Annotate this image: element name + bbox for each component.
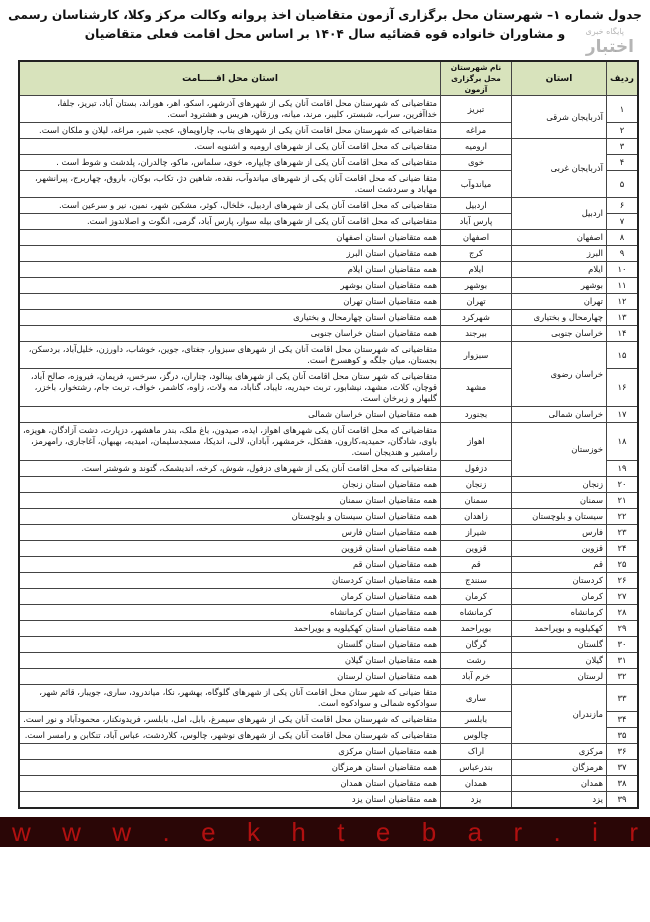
banner-char: . [553, 817, 561, 847]
residence-cell: متقاضیانی که شهر ستان محل اقامت آنان یکی از شهرهای بینالود، چناران، درگز، سرخس، فریمان، فیروزه، صالح آباد، قوچان، کلات، مشهد، نیشابور، تربت حیدریه، تایباد، گناباد، مه ولات، زاوه، کاشمر، خواف، تربت جام، رشتخوار، باخزر، گلبهار و زبرخان است. [19, 369, 441, 407]
province-cell: کردستان [512, 573, 607, 589]
table-row [19, 776, 638, 792]
row-number: ۱۵ [607, 342, 639, 369]
row-number: ۱۴ [607, 326, 639, 342]
row-number: ۱۹ [607, 461, 639, 477]
logo-subtitle: پایگاه خبری [585, 27, 624, 36]
exam-city-cell: بیرجند [441, 326, 512, 342]
province-cell: خوزستان [512, 423, 607, 477]
row-number: ۱۷ [607, 407, 639, 423]
row-number: ۳۳ [607, 685, 639, 712]
table-row [19, 493, 638, 509]
banner-char: w [112, 817, 132, 847]
banner-char: a [467, 817, 483, 847]
row-number: ۱۸ [607, 423, 639, 461]
residence-cell: متقاضیانی که شهرستان محل اقامت آنان یکی از شهرهای آذرشهر، اسکو، اهر، هوراند، بستان آباد، تبریز، جلفا، خداآفرین، سراب، شبستر، کلیبر، مرند، میانه، ورزقان، هریس و هشترود است. [19, 96, 441, 123]
row-number: ۱ [607, 96, 639, 123]
table-row [19, 477, 638, 493]
residence-cell: همه متقاضیان استان قم [19, 557, 441, 573]
table-row [19, 423, 638, 461]
residence-cell: همه متقاضیان استان یزد [19, 792, 441, 809]
province-cell: آذربایجان شرقی [512, 96, 607, 139]
residence-cell: متقاضیانی که محل اقامت آنان یکی از شهرهای چایپاره، خوی، سلماس، ماکو، چالدران، پلدشت و شوط است . [19, 155, 441, 171]
exam-city-cell: اصفهان [441, 230, 512, 246]
table-container [18, 60, 639, 809]
province-cell: بوشهر [512, 278, 607, 294]
residence-cell: همه متقاضیان استان کردستان [19, 573, 441, 589]
exam-city-cell: زنجان [441, 477, 512, 493]
residence-cell: همه متقاضیان استان بوشهر [19, 278, 441, 294]
exam-city-cell: ارومیه [441, 139, 512, 155]
table-row [19, 278, 638, 294]
residence-cell: متقا ضیانی که شهر ستان محل اقامت آنان یکی از شهرهای گلوگاه، بهشهر، نکا، میاندرود، ساری، جویبار، قائم شهر، سوادکوه شمالی و سوادکوه است. [19, 685, 441, 712]
exam-city-cell: اهواز [441, 423, 512, 461]
residence-cell: همه متقاضیان استان اصفهان [19, 230, 441, 246]
residence-cell: همه متقاضیان استان زنجان [19, 477, 441, 493]
exam-city-cell: رشت [441, 653, 512, 669]
table-row [19, 541, 638, 557]
row-number: ۲۶ [607, 573, 639, 589]
province-cell: البرز [512, 246, 607, 262]
province-cell: سیستان و بلوچستان [512, 509, 607, 525]
table-row [19, 653, 638, 669]
province-cell: مازندران [512, 685, 607, 744]
row-number: ۳۲ [607, 669, 639, 685]
table-row [19, 685, 638, 712]
residence-cell: همه متقاضیان استان تهران [19, 294, 441, 310]
table-row [19, 326, 638, 342]
table-row [19, 139, 638, 155]
row-number: ۹ [607, 246, 639, 262]
exam-city-cell: مراغه [441, 123, 512, 139]
row-number: ۷ [607, 214, 639, 230]
exam-city-cell: بویراحمد [441, 621, 512, 637]
table-row [19, 589, 638, 605]
table-row [19, 573, 638, 589]
row-number: ۲۷ [607, 589, 639, 605]
residence-cell: متقاضیانی که شهرستان محل اقامت آنان یکی از شهرهای سبزوار، جغتای، جوین، خوشاب، داورزن، خلیل‌آباد، بردسکن، بجستان، میان جلگه و کوهسرخ است. [19, 342, 441, 369]
residence-cell: همه متقاضیان استان سیستان و بلوچستان [19, 509, 441, 525]
province-cell: فارس [512, 525, 607, 541]
residence-cell: همه متقاضیان استان کهکیلویه و بویراحمد [19, 621, 441, 637]
residence-cell: همه متقاضیان استان کرمانشاه [19, 605, 441, 621]
exam-city-cell: ایلام [441, 262, 512, 278]
table-body [19, 96, 638, 809]
province-cell: کرمان [512, 589, 607, 605]
province-cell: همدان [512, 776, 607, 792]
exam-city-cell: ساری [441, 685, 512, 712]
province-cell: تهران [512, 294, 607, 310]
residence-cell: همه متقاضیان استان البرز [19, 246, 441, 262]
province-cell: ایلام [512, 262, 607, 278]
province-cell: کرمانشاه [512, 605, 607, 621]
residence-cell: همه متقاضیان استان همدان [19, 776, 441, 792]
row-number: ۳۸ [607, 776, 639, 792]
banner-char: r [513, 817, 523, 847]
residence-cell: متقاضیانی که محل اقامت آنان یکی از شهرهای دزفول، شوش، کرخه، اندیشمک، گتوند و شوشتر است. [19, 461, 441, 477]
row-number: ۳۷ [607, 760, 639, 776]
row-number: ۲۴ [607, 541, 639, 557]
exam-city-cell: شیراز [441, 525, 512, 541]
residence-cell: متقاضیانی که شهرستان محل اقامت آنان یکی از شهرهای بناب، چاراویماق، عجب شیر، مراغه، لیلان و ملکان است. [19, 123, 441, 139]
exam-city-cell: قزوین [441, 541, 512, 557]
document-title: جدول شماره ۱– شهرستان محل برگزاری آزمون متقاضیان اخذ پروانه وکالت مرکز وکلا، کارشناسان رسمی و مشاوران خانواده قوه قضائیه سال ۱۴۰۴ بر اساس محل اقامت فعلی متقاضیان [8, 8, 642, 41]
exam-city-cell: سنندج [441, 573, 512, 589]
row-number: ۱۶ [607, 369, 639, 407]
exam-city-cell: کرمان [441, 589, 512, 605]
row-number: ۲۹ [607, 621, 639, 637]
residence-cell: همه متقاضیان استان قزوین [19, 541, 441, 557]
exam-location-table [18, 60, 639, 809]
residence-cell: متقاضیانی که محل اقامت آنان یکی از شهرهای بیله سوار، پارس آباد، گرمی، انگوت و اصلاندوز است. [19, 214, 441, 230]
row-number: ۱۳ [607, 310, 639, 326]
province-cell: چهارمحال و بختیاری [512, 310, 607, 326]
row-number: ۲۲ [607, 509, 639, 525]
exam-city-cell: خرم آباد [441, 669, 512, 685]
table-row [19, 669, 638, 685]
province-cell: اصفهان [512, 230, 607, 246]
row-number: ۳۹ [607, 792, 639, 809]
residence-cell: متقاضیانی که شهرستان محل اقامت آنان یکی از شهرهای سیمرغ، بابل، امل، بابلسر، فریدونکنار، محمودآباد و نور است. [19, 712, 441, 728]
table-row [19, 525, 638, 541]
residence-cell: همه متقاضیان استان خراسان شمالی [19, 407, 441, 423]
province-cell: خراسان شمالی [512, 407, 607, 423]
residence-cell: متقاضیانی که محل اقامت آنان یکی از شهرهای اردبیل، خلخال، کوثر، مشکین شهر، نمین، نیر و سرعین است. [19, 198, 441, 214]
exam-city-cell: قم [441, 557, 512, 573]
table-row [19, 760, 638, 776]
exam-city-cell: همدان [441, 776, 512, 792]
table-row [19, 509, 638, 525]
residence-cell: همه متقاضیان استان فارس [19, 525, 441, 541]
table-row [19, 198, 638, 214]
province-cell: اردبیل [512, 198, 607, 230]
row-number: ۲۰ [607, 477, 639, 493]
residence-cell: همه متقاضیان استان ایلام [19, 262, 441, 278]
banner-char: k [247, 817, 260, 847]
exam-city-cell: بندرعباس [441, 760, 512, 776]
province-cell: لرستان [512, 669, 607, 685]
province-cell: یزد [512, 792, 607, 809]
banner-char: i [592, 817, 598, 847]
row-number: ۲۸ [607, 605, 639, 621]
row-number: ۴ [607, 155, 639, 171]
header-no: ردیف [607, 61, 639, 96]
banner-char: e [375, 817, 391, 847]
table-row [19, 744, 638, 760]
table-row [19, 407, 638, 423]
province-cell: قزوین [512, 541, 607, 557]
exam-city-cell: چالوس [441, 728, 512, 744]
province-cell: خراسان رضوی [512, 342, 607, 407]
residence-cell: متقاضیانی که محل اقامت آنان یکی از شهرهای ارومیه و اشنویه است. [19, 139, 441, 155]
table-row [19, 96, 638, 123]
table-row [19, 637, 638, 653]
residence-cell: همه متقاضیان استان خراسان جنوبی [19, 326, 441, 342]
residence-cell: همه متقاضیان استان هرمزگان [19, 760, 441, 776]
row-number: ۳۵ [607, 728, 639, 744]
table-row [19, 230, 638, 246]
row-number: ۲۳ [607, 525, 639, 541]
table-row [19, 557, 638, 573]
row-number: ۶ [607, 198, 639, 214]
exam-city-cell: بابلسر [441, 712, 512, 728]
province-cell: خراسان جنوبی [512, 326, 607, 342]
exam-city-cell: تهران [441, 294, 512, 310]
province-cell: قم [512, 557, 607, 573]
residence-cell: همه متقاضیان استان سمنان [19, 493, 441, 509]
exam-city-cell: شهرکرد [441, 310, 512, 326]
province-cell: گیلان [512, 653, 607, 669]
residence-cell: همه متقاضیان استان کرمان [19, 589, 441, 605]
header-residence: استان محل اقـــــامت [19, 61, 441, 96]
row-number: ۳۰ [607, 637, 639, 653]
exam-city-cell: میاندوآب [441, 171, 512, 198]
exam-city-cell: اراک [441, 744, 512, 760]
exam-city-cell: گرگان [441, 637, 512, 653]
header-city: نام شهرستان محل برگزاری آزمون [441, 61, 512, 96]
table-row [19, 294, 638, 310]
exam-city-cell: دزفول [441, 461, 512, 477]
exam-city-cell: بجنورد [441, 407, 512, 423]
banner-char: r [629, 817, 638, 847]
banner-char: b [421, 817, 437, 847]
residence-cell: همه متقاضیان استان گلستان [19, 637, 441, 653]
row-number: ۳۱ [607, 653, 639, 669]
exam-city-cell: اردبیل [441, 198, 512, 214]
exam-city-cell: سمنان [441, 493, 512, 509]
province-cell: آذربایجان غربی [512, 139, 607, 198]
exam-city-cell: کرمانشاه [441, 605, 512, 621]
row-number: ۸ [607, 230, 639, 246]
exam-city-cell: سبزوار [441, 342, 512, 369]
exam-city-cell: کرج [441, 246, 512, 262]
table-row [19, 621, 638, 637]
residence-cell: همه متقاضیان استان لرستان [19, 669, 441, 685]
row-number: ۲۱ [607, 493, 639, 509]
exam-city-cell: بوشهر [441, 278, 512, 294]
banner-char: t [337, 817, 345, 847]
exam-city-cell: پارس آباد [441, 214, 512, 230]
table-row [19, 605, 638, 621]
row-number: ۳۴ [607, 712, 639, 728]
banner-char: h [291, 817, 306, 847]
website-banner [0, 817, 650, 847]
row-number: ۱۲ [607, 294, 639, 310]
logo-text: اختبار [585, 37, 634, 57]
exam-city-cell: زاهدان [441, 509, 512, 525]
row-number: ۵ [607, 171, 639, 198]
residence-cell: همه متقاضیان استان گیلان [19, 653, 441, 669]
exam-city-cell: مشهد [441, 369, 512, 407]
row-number: ۳۶ [607, 744, 639, 760]
province-cell: زنجان [512, 477, 607, 493]
table-row [19, 262, 638, 278]
province-cell: سمنان [512, 493, 607, 509]
province-cell: گلستان [512, 637, 607, 653]
table-row [19, 246, 638, 262]
table-row [19, 310, 638, 326]
table-row [19, 342, 638, 369]
exam-city-cell: خوی [441, 155, 512, 171]
table-header-row [19, 61, 638, 96]
province-cell: کهکیلویه و بویراحمد [512, 621, 607, 637]
residence-cell: همه متقاضیان استان چهارمحال و بختیاری [19, 310, 441, 326]
exam-city-cell: تبریز [441, 96, 512, 123]
banner-char: w [62, 817, 81, 847]
province-cell: مرکزی [512, 744, 607, 760]
table-row [19, 792, 638, 809]
residence-cell: همه متقاضیان استان مرکزی [19, 744, 441, 760]
banner-char: e [201, 817, 216, 847]
residence-cell: متقاضیانی که شهرستان محل اقامت آنان یکی از شهرهای نوشهر، چالوس، کلاردشت، عباس آباد، تنکابن و رامسر است. [19, 728, 441, 744]
banner-char: w [12, 817, 31, 847]
banner-char: . [162, 817, 170, 847]
row-number: ۳ [607, 139, 639, 155]
row-number: ۱۰ [607, 262, 639, 278]
row-number: ۱۱ [607, 278, 639, 294]
residence-cell: متقا ضیانی که محل اقامت آنان یکی از شهرهای میاندوآب، نقده، شاهین دژ، تکاب، بوکان، باروق، چهاربرج، پیرانشهر، مهاباد و سردشت است. [19, 171, 441, 198]
residence-cell: متقاضیانی که محل اقامت آنان یکی شهرهای اهواز، ایذه، صیدون، باغ ملک، بندر ماهشهر، دزپارت، دشت آزادگان، هویزه، باوی، شادگان، حمیدیه،کارون، هفتکل، خرمشهر، آبادان، لالی، اندیکا، مسجدسلیمان، امیدیه، بهبهان، آغاجاری، رامهرمز، رامشیر و هندیجان است. [19, 423, 441, 461]
header-province: استان [512, 61, 607, 96]
row-number: ۲۵ [607, 557, 639, 573]
province-cell: هرمزگان [512, 760, 607, 776]
row-number: ۲ [607, 123, 639, 139]
exam-city-cell: یزد [441, 792, 512, 809]
